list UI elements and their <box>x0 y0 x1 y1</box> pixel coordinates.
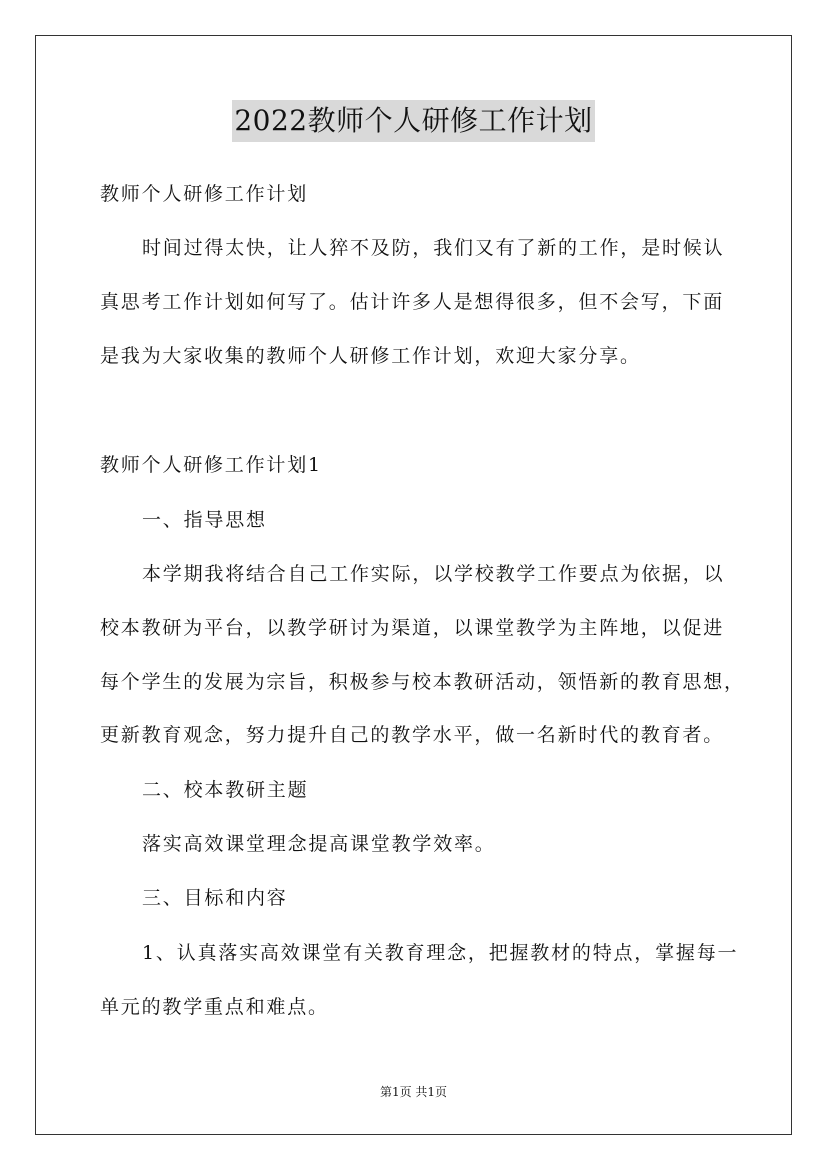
document-subtitle: 教师个人研修工作计划 <box>100 183 309 205</box>
intro-line-1: 时间过得太快，让人猝不及防，我们又有了新的工作，是时候认 <box>142 237 725 259</box>
intro-line-3: 是我为大家收集的教师个人研修工作计划，欢迎大家分享。 <box>100 345 641 367</box>
heading-guiding-thought: 一、指导思想 <box>142 509 267 531</box>
para2-line-1: 落实高效课堂理念提高课堂教学效率。 <box>142 833 496 855</box>
para1-line-1: 本学期我将结合自己工作实际，以学校教学工作要点为依据，以 <box>142 563 725 585</box>
section-title: 教师个人研修工作计划1 <box>100 454 322 476</box>
para1-line-4: 更新教育观念，努力提升自己的教学水平，做一名新时代的教育者。 <box>100 724 725 746</box>
title-container <box>0 100 827 142</box>
heading-goals-content: 三、目标和内容 <box>142 887 288 909</box>
para1-line-2: 校本教研为平台，以教学研讨为渠道，以课堂教学为主阵地，以促进 <box>100 617 725 639</box>
heading-research-theme: 二、校本教研主题 <box>142 779 309 801</box>
para3-line-1: 1、认真落实高效课堂有关教育理念，把握教材的特点，掌握每一 <box>142 942 739 964</box>
para1-line-3: 每个学生的发展为宗旨，积极参与校本教研活动，领悟新的教育思想， <box>100 671 745 693</box>
document-title: 2022教师个人研修工作计划 <box>232 100 594 142</box>
page-number: 第1页 共1页 <box>379 1085 448 1099</box>
para3-line-2: 单元的教学重点和难点。 <box>100 996 329 1018</box>
intro-line-2: 真思考工作计划如何写了。估计许多人是想得很多，但不会写，下面 <box>100 291 725 313</box>
